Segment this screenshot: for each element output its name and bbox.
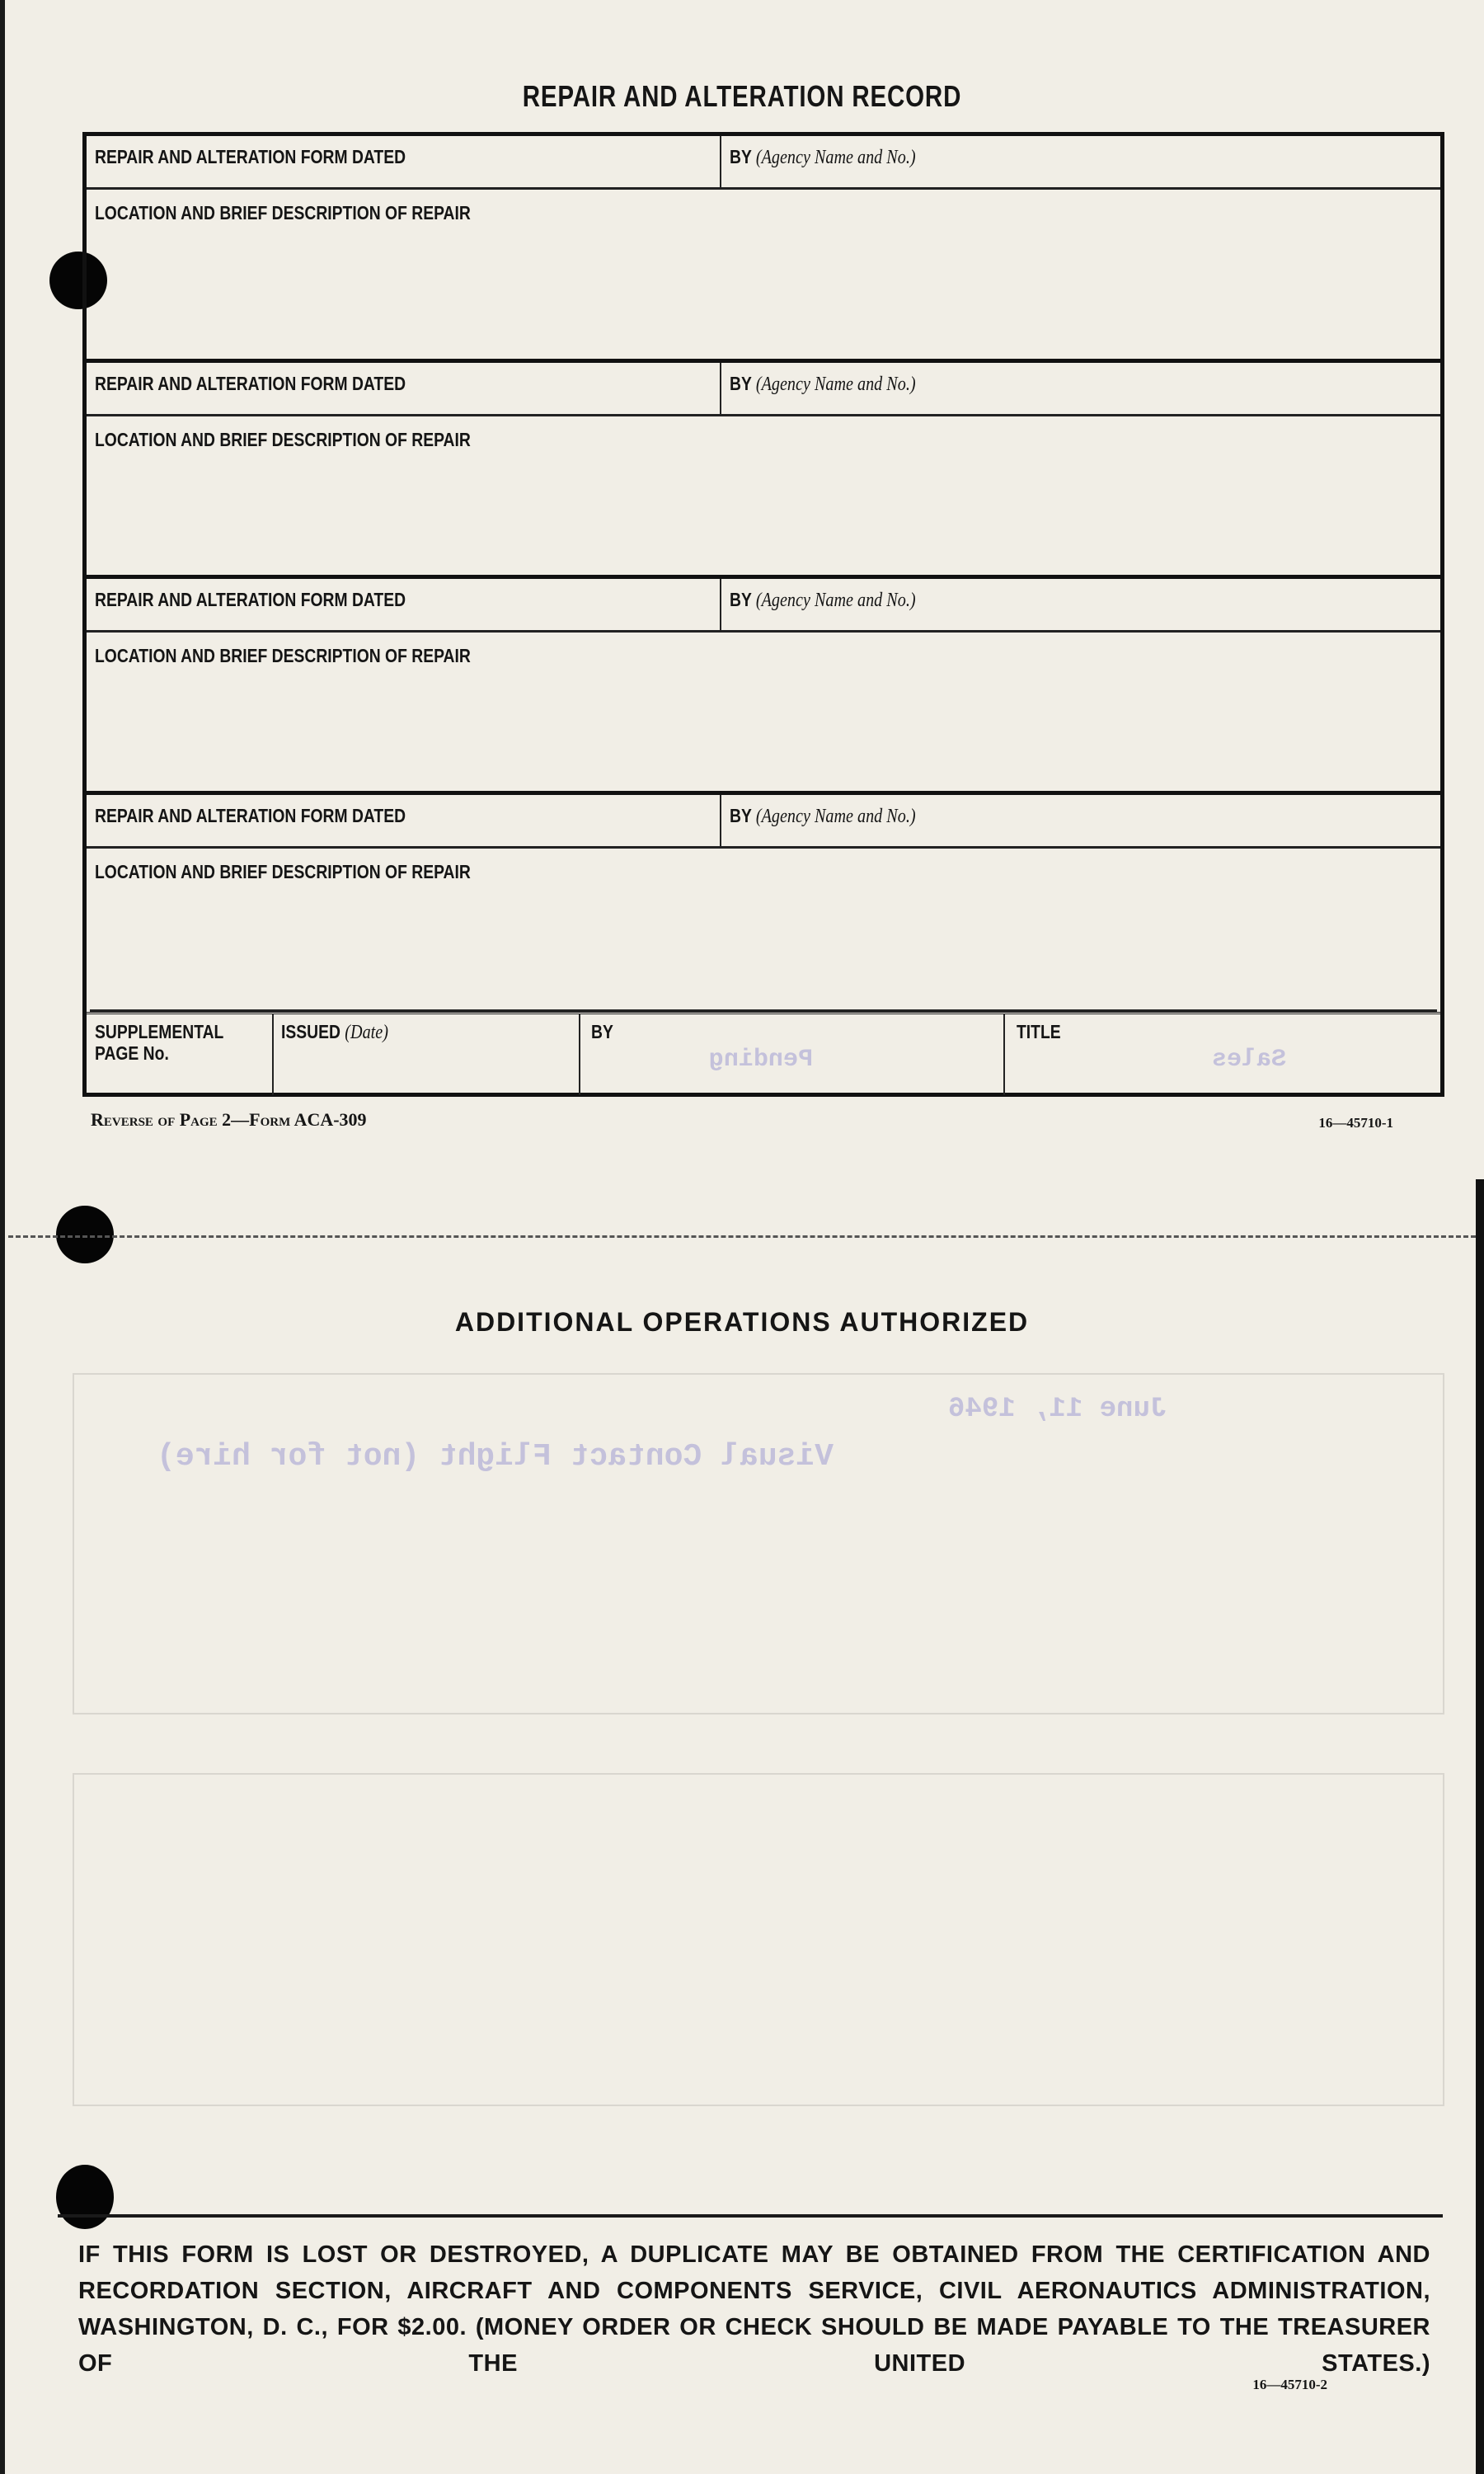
paper-edge-right	[1476, 1179, 1484, 2474]
by-hint: (Agency Name and No.)	[755, 806, 916, 827]
location-label: LOCATION AND BRIEF DESCRIPTION OF REPAIR	[95, 861, 471, 882]
bleed-through-box	[73, 1373, 1444, 1714]
bleed-through-box	[73, 1773, 1444, 2106]
repair-record-form	[82, 132, 1444, 1097]
form-dated-label: REPAIR AND ALTERATION FORM DATED	[95, 146, 406, 167]
divider	[720, 363, 721, 414]
divider	[58, 2214, 1443, 2218]
form-dated-label: REPAIR AND ALTERATION FORM DATED	[95, 805, 406, 826]
page-title: REPAIR AND ALTERATION RECORD	[522, 79, 962, 113]
bleed-through-text: Pending	[709, 1046, 814, 1074]
form-dated-row	[87, 363, 1440, 416]
punch-hole	[56, 1206, 114, 1263]
form-dated-label: REPAIR AND ALTERATION FORM DATED	[95, 589, 406, 610]
form-dated-row	[87, 136, 1440, 190]
divider	[1003, 1014, 1005, 1095]
by-label: BY (Agency Name and No.)	[730, 589, 916, 611]
form-dated-row	[87, 795, 1440, 849]
by-label: BY (Agency Name and No.)	[730, 805, 916, 827]
form-dated-label: REPAIR AND ALTERATION FORM DATED	[95, 373, 406, 394]
by-label: BY (Agency Name and No.)	[730, 373, 916, 395]
issued-hint: (Date)	[345, 1022, 388, 1043]
bleed-through-text: Sales	[1212, 1046, 1287, 1074]
divider	[720, 136, 721, 187]
divider	[579, 1014, 580, 1095]
form-reference: Reverse of Page 2—Form ACA-309	[91, 1109, 367, 1130]
divider	[720, 579, 721, 630]
location-label: LOCATION AND BRIEF DESCRIPTION OF REPAIR	[95, 645, 471, 666]
by-hint: (Agency Name and No.)	[755, 590, 916, 611]
by-label: BY	[591, 1021, 613, 1042]
repair-record-entry	[87, 791, 1440, 1016]
paper-edge-left	[0, 0, 5, 2474]
bleed-through-text: Visual Contact Flight (not for hire)	[157, 1439, 834, 1475]
bleed-through-text: June 11, 1946	[948, 1394, 1167, 1425]
title-label: TITLE	[1017, 1021, 1061, 1042]
by-hint: (Agency Name and No.)	[755, 374, 916, 395]
duplicate-notice: IF THIS FORM IS LOST OR DESTROYED, A DUPLICATE MAY BE OBTAINED FROM THE CERTIFICATION AND RECORDATION SECTION, AIRCRAFT AND COMPONENTS SERVICE, CIVIL AERONAUTICS ADMINISTRATION, WASHINGTON, D. C., FOR $2.00. (MONEY ORDER OR CHECK SHOULD BE MADE PAYABLE TO THE TREASURER OF THE UNITED STATES.)	[78, 2241, 1430, 2377]
by-hint: (Agency Name and No.)	[755, 147, 916, 168]
form-code: 16—45710-2	[1252, 2377, 1327, 2392]
form-code: 16—45710-1	[1318, 1115, 1393, 1131]
fold-line	[8, 1235, 1476, 1238]
divider	[272, 1014, 274, 1095]
issued-label: ISSUED (Date)	[281, 1021, 388, 1043]
form-dated-row	[87, 579, 1440, 633]
location-label: LOCATION AND BRIEF DESCRIPTION OF REPAIR	[95, 429, 471, 450]
location-label: LOCATION AND BRIEF DESCRIPTION OF REPAIR	[95, 202, 471, 223]
punch-hole	[56, 2165, 114, 2229]
by-label: BY (Agency Name and No.)	[730, 146, 916, 168]
supplemental-page-label: SUPPLEMENTAL PAGE No.	[95, 1021, 224, 1064]
repair-record-entry	[87, 575, 1440, 795]
section-title: ADDITIONAL OPERATIONS AUTHORIZED	[454, 1307, 1030, 1337]
divider	[720, 795, 721, 846]
repair-record-entry	[87, 136, 1440, 359]
repair-record-entry	[87, 359, 1440, 579]
supplemental-row	[87, 1012, 1440, 1095]
